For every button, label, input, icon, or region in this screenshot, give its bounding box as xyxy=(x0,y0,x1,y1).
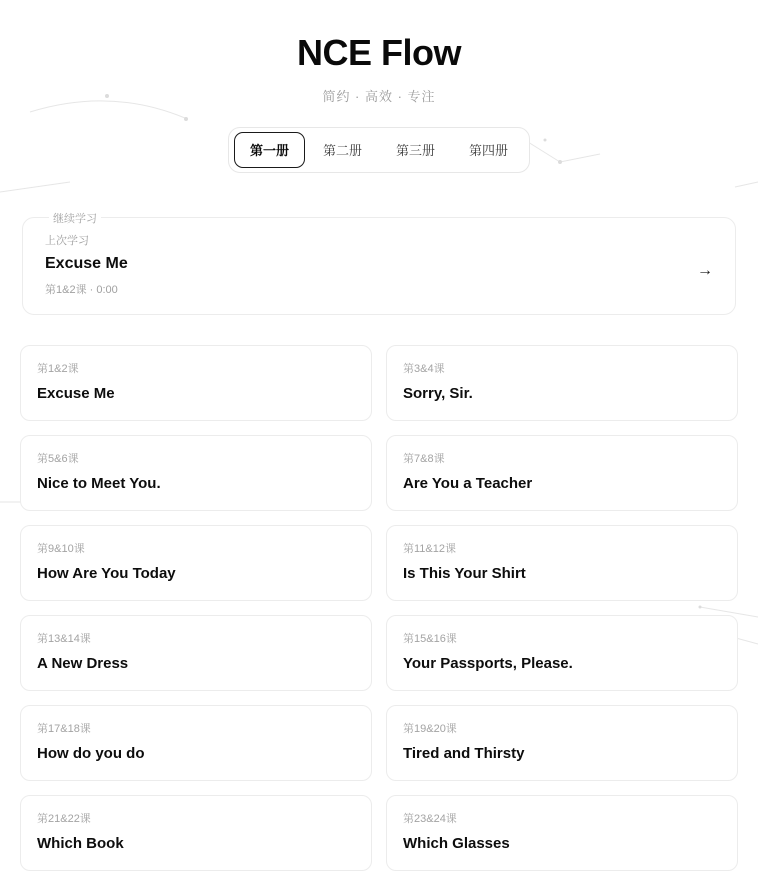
page-subtitle: 简约 · 高效 · 专注 xyxy=(322,89,436,104)
lesson-title: A New Dress xyxy=(37,655,129,672)
lesson-card[interactable] xyxy=(20,525,372,601)
lesson-card[interactable] xyxy=(386,345,738,421)
lesson-number: 第3&4课 xyxy=(403,363,445,375)
lesson-card[interactable] xyxy=(20,435,372,511)
page-title: NCE Flow xyxy=(297,32,461,73)
lesson-title: Sorry, Sir. xyxy=(403,385,473,402)
lesson-title: Which Book xyxy=(37,835,124,852)
lesson-number: 第13&14课 xyxy=(37,633,91,645)
lesson-title: Tired and Thirsty xyxy=(403,745,525,762)
lesson-card[interactable] xyxy=(386,435,738,511)
continue-lesson-meta: 第1&2课 · 0:00 xyxy=(45,284,118,296)
lesson-number: 第1&2课 xyxy=(37,363,79,375)
tab-book-1[interactable]: 第一册 xyxy=(234,132,305,168)
lesson-number: 第19&20课 xyxy=(403,723,457,735)
lesson-card[interactable] xyxy=(20,345,372,421)
lesson-card[interactable] xyxy=(20,795,372,871)
lesson-title: Which Glasses xyxy=(403,835,510,852)
continue-lesson-title: Excuse Me xyxy=(45,255,128,272)
lesson-card[interactable] xyxy=(386,795,738,871)
arrow-right-icon[interactable]: → xyxy=(697,262,713,279)
continue-learning-badge: 继续学习 xyxy=(49,210,101,226)
lesson-card[interactable] xyxy=(20,615,372,691)
lesson-number: 第15&16课 xyxy=(403,633,457,645)
lesson-title: How do you do xyxy=(37,745,145,762)
lesson-card[interactable] xyxy=(386,705,738,781)
lesson-number: 第23&24课 xyxy=(403,813,457,825)
lesson-card[interactable] xyxy=(386,525,738,601)
lesson-title: Your Passports, Please. xyxy=(403,655,573,672)
tab-book-2[interactable]: 第二册 xyxy=(322,143,362,158)
page-content xyxy=(0,32,758,871)
lesson-title: How Are You Today xyxy=(37,565,176,582)
tab-book-4[interactable]: 第四册 xyxy=(468,143,508,158)
lesson-number: 第7&8课 xyxy=(403,453,445,465)
lesson-number: 第17&18课 xyxy=(37,723,91,735)
lesson-number: 第5&6课 xyxy=(37,453,79,465)
lesson-title: Are You a Teacher xyxy=(403,475,533,492)
continue-sub-label: 上次学习 xyxy=(45,235,89,247)
lesson-card[interactable] xyxy=(20,705,372,781)
lesson-number: 第9&10课 xyxy=(37,543,85,555)
lesson-title: Excuse Me xyxy=(37,385,115,402)
lesson-number: 第11&12课 xyxy=(403,543,456,555)
continue-learning-card[interactable] xyxy=(22,213,736,315)
tab-book-3[interactable]: 第三册 xyxy=(395,143,435,158)
lesson-number: 第21&22课 xyxy=(37,813,91,825)
lesson-title: Nice to Meet You. xyxy=(37,475,161,492)
book-tabs xyxy=(228,127,530,173)
app-root xyxy=(0,32,758,852)
lesson-title: Is This Your Shirt xyxy=(403,565,526,582)
lesson-card[interactable] xyxy=(386,615,738,691)
lesson-grid xyxy=(20,345,738,871)
